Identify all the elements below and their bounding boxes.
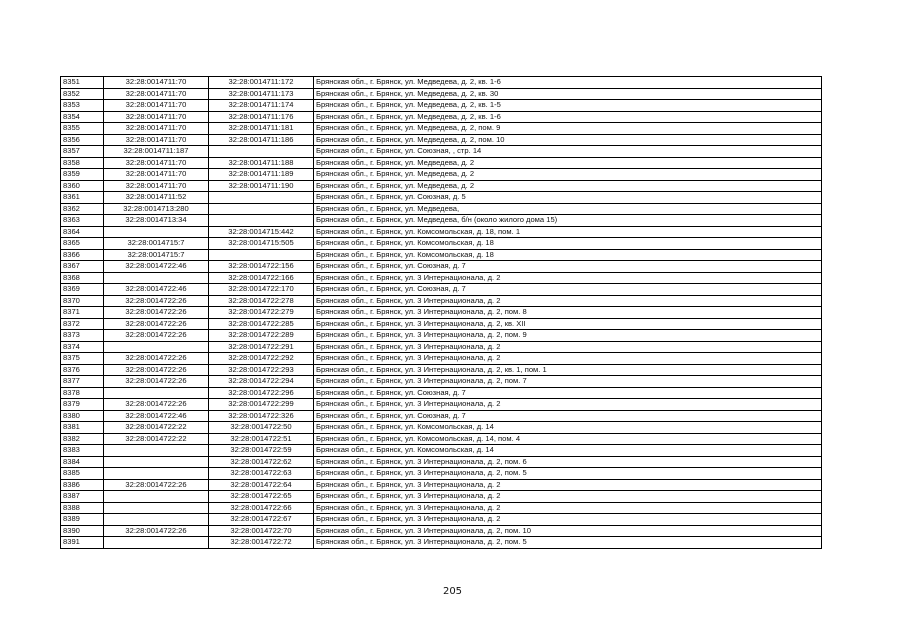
property-registry-table bbox=[60, 76, 822, 549]
address-cell: Брянская обл., г. Брянск, ул. 3 Интернационала, д. 2 bbox=[314, 341, 822, 353]
parent-cadastral-number-cell bbox=[104, 341, 209, 353]
address-cell: Брянская обл., г. Брянск, ул. 3 Интернационала, д. 2, пом. 10 bbox=[314, 525, 822, 537]
address-cell: Брянская обл., г. Брянск, ул. Комсомольская, д. 18 bbox=[314, 238, 822, 250]
table-row bbox=[61, 123, 822, 135]
table-row bbox=[61, 88, 822, 100]
parent-cadastral-number-cell: 32:28:0014722:26 bbox=[104, 399, 209, 411]
table-row bbox=[61, 502, 822, 514]
row-number-cell: 8391 bbox=[61, 537, 104, 549]
parent-cadastral-number-cell bbox=[104, 456, 209, 468]
row-number-cell: 8385 bbox=[61, 468, 104, 480]
address-cell: Брянская обл., г. Брянск, ул. 3 Интернационала, д. 2 bbox=[314, 491, 822, 503]
table-row bbox=[61, 514, 822, 526]
row-number-cell: 8358 bbox=[61, 157, 104, 169]
address-cell: Брянская обл., г. Брянск, ул. 3 Интернационала, д. 2, пом. 9 bbox=[314, 330, 822, 342]
parent-cadastral-number-cell: 32:28:0014711:70 bbox=[104, 100, 209, 112]
cadastral-number-cell: 32:28:0014722:66 bbox=[209, 502, 314, 514]
cadastral-number-cell bbox=[209, 203, 314, 215]
row-number-cell: 8387 bbox=[61, 491, 104, 503]
row-number-cell: 8371 bbox=[61, 307, 104, 319]
address-cell: Брянская обл., г. Брянск, ул. 3 Интернационала, д. 2, пом. 5 bbox=[314, 468, 822, 480]
parent-cadastral-number-cell: 32:28:0014722:22 bbox=[104, 422, 209, 434]
table-row bbox=[61, 261, 822, 273]
table-row bbox=[61, 364, 822, 376]
cadastral-number-cell: 32:28:0014722:278 bbox=[209, 295, 314, 307]
table-row bbox=[61, 445, 822, 457]
cadastral-number-cell: 32:28:0014711:172 bbox=[209, 77, 314, 89]
cadastral-number-cell bbox=[209, 192, 314, 204]
row-number-cell: 8355 bbox=[61, 123, 104, 135]
parent-cadastral-number-cell: 32:28:0014711:187 bbox=[104, 146, 209, 158]
cadastral-number-cell: 32:28:0014711:173 bbox=[209, 88, 314, 100]
table-row bbox=[61, 468, 822, 480]
parent-cadastral-number-cell: 32:28:0014711:70 bbox=[104, 123, 209, 135]
row-number-cell: 8369 bbox=[61, 284, 104, 296]
parent-cadastral-number-cell bbox=[104, 537, 209, 549]
parent-cadastral-number-cell bbox=[104, 514, 209, 526]
table-row bbox=[61, 479, 822, 491]
parent-cadastral-number-cell bbox=[104, 226, 209, 238]
parent-cadastral-number-cell bbox=[104, 272, 209, 284]
table-row bbox=[61, 353, 822, 365]
table-row bbox=[61, 77, 822, 89]
cadastral-number-cell: 32:28:0014722:63 bbox=[209, 468, 314, 480]
parent-cadastral-number-cell: 32:28:0014722:26 bbox=[104, 525, 209, 537]
table-row bbox=[61, 456, 822, 468]
row-number-cell: 8386 bbox=[61, 479, 104, 491]
table-row bbox=[61, 422, 822, 434]
address-cell: Брянская обл., г. Брянск, ул. Союзная, д. 7 bbox=[314, 261, 822, 273]
table-row bbox=[61, 318, 822, 330]
cadastral-number-cell: 32:28:0014722:170 bbox=[209, 284, 314, 296]
cadastral-number-cell: 32:28:0014722:65 bbox=[209, 491, 314, 503]
table-row bbox=[61, 295, 822, 307]
parent-cadastral-number-cell: 32:28:0014722:46 bbox=[104, 261, 209, 273]
row-number-cell: 8360 bbox=[61, 180, 104, 192]
cadastral-number-cell: 32:28:0014711:190 bbox=[209, 180, 314, 192]
row-number-cell: 8373 bbox=[61, 330, 104, 342]
table-row bbox=[61, 376, 822, 388]
address-cell: Брянская обл., г. Брянск, ул. Медведева, д. 2, кв. 30 bbox=[314, 88, 822, 100]
parent-cadastral-number-cell: 32:28:0014722:26 bbox=[104, 376, 209, 388]
table-row bbox=[61, 491, 822, 503]
row-number-cell: 8370 bbox=[61, 295, 104, 307]
parent-cadastral-number-cell: 32:28:0014713:280 bbox=[104, 203, 209, 215]
address-cell: Брянская обл., г. Брянск, ул. Комсомольская, д. 14, пом. 4 bbox=[314, 433, 822, 445]
cadastral-number-cell: 32:28:0014722:72 bbox=[209, 537, 314, 549]
address-cell: Брянская обл., г. Брянск, ул. Медведева, д. 2, кв. 1-6 bbox=[314, 77, 822, 89]
address-cell: Брянская обл., г. Брянск, ул. Союзная, д. 7 bbox=[314, 387, 822, 399]
table-row bbox=[61, 192, 822, 204]
parent-cadastral-number-cell: 32:28:0014711:70 bbox=[104, 180, 209, 192]
parent-cadastral-number-cell: 32:28:0014715:7 bbox=[104, 238, 209, 250]
address-cell: Брянская обл., г. Брянск, ул. 3 Интернационала, д. 2 bbox=[314, 502, 822, 514]
row-number-cell: 8365 bbox=[61, 238, 104, 250]
address-cell: Брянская обл., г. Брянск, ул. Медведева, д. 2 bbox=[314, 180, 822, 192]
table-row bbox=[61, 180, 822, 192]
cadastral-number-cell: 32:28:0014722:326 bbox=[209, 410, 314, 422]
address-cell: Брянская обл., г. Брянск, ул. Медведева, д. 2 bbox=[314, 169, 822, 181]
registry-table-body bbox=[61, 77, 822, 549]
row-number-cell: 8353 bbox=[61, 100, 104, 112]
cadastral-number-cell: 32:28:0014722:296 bbox=[209, 387, 314, 399]
parent-cadastral-number-cell: 32:28:0014722:26 bbox=[104, 353, 209, 365]
row-number-cell: 8375 bbox=[61, 353, 104, 365]
cadastral-number-cell: 32:28:0014722:64 bbox=[209, 479, 314, 491]
row-number-cell: 8390 bbox=[61, 525, 104, 537]
table-row bbox=[61, 330, 822, 342]
row-number-cell: 8374 bbox=[61, 341, 104, 353]
address-cell: Брянская обл., г. Брянск, ул. Союзная, , стр. 14 bbox=[314, 146, 822, 158]
address-cell: Брянская обл., г. Брянск, ул. Медведева, д. 2, пом. 9 bbox=[314, 123, 822, 135]
address-cell: Брянская обл., г. Брянск, ул. 3 Интернационала, д. 2, пом. 7 bbox=[314, 376, 822, 388]
address-cell: Брянская обл., г. Брянск, ул. 3 Интернационала, д. 2 bbox=[314, 272, 822, 284]
row-number-cell: 8357 bbox=[61, 146, 104, 158]
row-number-cell: 8378 bbox=[61, 387, 104, 399]
row-number-cell: 8364 bbox=[61, 226, 104, 238]
cadastral-number-cell: 32:28:0014722:292 bbox=[209, 353, 314, 365]
address-cell: Брянская обл., г. Брянск, ул. Медведева, д. 2, кв. 1-6 bbox=[314, 111, 822, 123]
parent-cadastral-number-cell: 32:28:0014722:26 bbox=[104, 330, 209, 342]
table-row bbox=[61, 284, 822, 296]
row-number-cell: 8381 bbox=[61, 422, 104, 434]
table-row bbox=[61, 226, 822, 238]
row-number-cell: 8377 bbox=[61, 376, 104, 388]
parent-cadastral-number-cell bbox=[104, 387, 209, 399]
address-cell: Брянская обл., г. Брянск, ул. 3 Интернационала, д. 2, кв. XII bbox=[314, 318, 822, 330]
cadastral-number-cell: 32:28:0014722:166 bbox=[209, 272, 314, 284]
cadastral-number-cell bbox=[209, 146, 314, 158]
table-row bbox=[61, 537, 822, 549]
table-row bbox=[61, 134, 822, 146]
address-cell: Брянская обл., г. Брянск, ул. Союзная, д. 7 bbox=[314, 410, 822, 422]
parent-cadastral-number-cell bbox=[104, 468, 209, 480]
cadastral-number-cell: 32:28:0014722:51 bbox=[209, 433, 314, 445]
table-row bbox=[61, 100, 822, 112]
parent-cadastral-number-cell: 32:28:0014722:26 bbox=[104, 307, 209, 319]
table-row bbox=[61, 157, 822, 169]
address-cell: Брянская обл., г. Брянск, ул. 3 Интернационала, д. 2 bbox=[314, 295, 822, 307]
row-number-cell: 8361 bbox=[61, 192, 104, 204]
parent-cadastral-number-cell: 32:28:0014711:52 bbox=[104, 192, 209, 204]
parent-cadastral-number-cell: 32:28:0014711:70 bbox=[104, 169, 209, 181]
table-row bbox=[61, 146, 822, 158]
table-row bbox=[61, 215, 822, 227]
parent-cadastral-number-cell bbox=[104, 502, 209, 514]
table-row bbox=[61, 525, 822, 537]
address-cell: Брянская обл., г. Брянск, ул. Медведева, д. 2, кв. 1-5 bbox=[314, 100, 822, 112]
address-cell: Брянская обл., г. Брянск, ул. 3 Интернационала, д. 2, пом. 6 bbox=[314, 456, 822, 468]
cadastral-number-cell: 32:28:0014722:293 bbox=[209, 364, 314, 376]
parent-cadastral-number-cell: 32:28:0014713:34 bbox=[104, 215, 209, 227]
address-cell: Брянская обл., г. Брянск, ул. 3 Интернационала, д. 2, кв. 1, пом. 1 bbox=[314, 364, 822, 376]
cadastral-number-cell: 32:28:0014722:279 bbox=[209, 307, 314, 319]
table-row bbox=[61, 387, 822, 399]
address-cell: Брянская обл., г. Брянск, ул. Медведева, bbox=[314, 203, 822, 215]
table-row bbox=[61, 111, 822, 123]
table-row bbox=[61, 433, 822, 445]
address-cell: Брянская обл., г. Брянск, ул. Комсомольская, д. 14 bbox=[314, 422, 822, 434]
row-number-cell: 8366 bbox=[61, 249, 104, 261]
parent-cadastral-number-cell: 32:28:0014722:26 bbox=[104, 364, 209, 376]
row-number-cell: 8389 bbox=[61, 514, 104, 526]
row-number-cell: 8367 bbox=[61, 261, 104, 273]
row-number-cell: 8356 bbox=[61, 134, 104, 146]
cadastral-number-cell bbox=[209, 249, 314, 261]
address-cell: Брянская обл., г. Брянск, ул. Союзная, д. 7 bbox=[314, 284, 822, 296]
address-cell: Брянская обл., г. Брянск, ул. 3 Интернационала, д. 2 bbox=[314, 514, 822, 526]
address-cell: Брянская обл., г. Брянск, ул. 3 Интернационала, д. 2 bbox=[314, 399, 822, 411]
address-cell: Брянская обл., г. Брянск, ул. Медведева, б/н (около жилого дома 15) bbox=[314, 215, 822, 227]
row-number-cell: 8372 bbox=[61, 318, 104, 330]
parent-cadastral-number-cell: 32:28:0014715:7 bbox=[104, 249, 209, 261]
table-row bbox=[61, 410, 822, 422]
parent-cadastral-number-cell: 32:28:0014722:26 bbox=[104, 318, 209, 330]
parent-cadastral-number-cell: 32:28:0014722:46 bbox=[104, 284, 209, 296]
table-row bbox=[61, 203, 822, 215]
address-cell: Брянская обл., г. Брянск, ул. 3 Интернационала, д. 2, пом. 5 bbox=[314, 537, 822, 549]
row-number-cell: 8359 bbox=[61, 169, 104, 181]
parent-cadastral-number-cell: 32:28:0014722:26 bbox=[104, 295, 209, 307]
page-number: 205 bbox=[442, 586, 463, 597]
cadastral-number-cell: 32:28:0014722:67 bbox=[209, 514, 314, 526]
row-number-cell: 8384 bbox=[61, 456, 104, 468]
parent-cadastral-number-cell: 32:28:0014711:70 bbox=[104, 134, 209, 146]
address-cell: Брянская обл., г. Брянск, ул. 3 Интернационала, д. 2, пом. 8 bbox=[314, 307, 822, 319]
cadastral-number-cell: 32:28:0014711:189 bbox=[209, 169, 314, 181]
table-row bbox=[61, 399, 822, 411]
cadastral-number-cell: 32:28:0014722:50 bbox=[209, 422, 314, 434]
row-number-cell: 8376 bbox=[61, 364, 104, 376]
cadastral-number-cell: 32:28:0014711:181 bbox=[209, 123, 314, 135]
address-cell: Брянская обл., г. Брянск, ул. Медведева, д. 2, пом. 10 bbox=[314, 134, 822, 146]
cadastral-number-cell: 32:28:0014715:442 bbox=[209, 226, 314, 238]
cadastral-number-cell: 32:28:0014711:186 bbox=[209, 134, 314, 146]
table-row bbox=[61, 249, 822, 261]
cadastral-number-cell: 32:28:0014711:188 bbox=[209, 157, 314, 169]
row-number-cell: 8383 bbox=[61, 445, 104, 457]
row-number-cell: 8380 bbox=[61, 410, 104, 422]
cadastral-number-cell: 32:28:0014722:156 bbox=[209, 261, 314, 273]
cadastral-number-cell: 32:28:0014722:294 bbox=[209, 376, 314, 388]
table-row bbox=[61, 169, 822, 181]
table-row bbox=[61, 272, 822, 284]
address-cell: Брянская обл., г. Брянск, ул. Союзная, д. 5 bbox=[314, 192, 822, 204]
cadastral-number-cell: 32:28:0014722:62 bbox=[209, 456, 314, 468]
row-number-cell: 8352 bbox=[61, 88, 104, 100]
cadastral-number-cell: 32:28:0014722:70 bbox=[209, 525, 314, 537]
cadastral-number-cell: 32:28:0014715:505 bbox=[209, 238, 314, 250]
cadastral-number-cell bbox=[209, 215, 314, 227]
address-cell: Брянская обл., г. Брянск, ул. 3 Интернационала, д. 2 bbox=[314, 353, 822, 365]
address-cell: Брянская обл., г. Брянск, ул. 3 Интернационала, д. 2 bbox=[314, 479, 822, 491]
cadastral-number-cell: 32:28:0014711:174 bbox=[209, 100, 314, 112]
parent-cadastral-number-cell: 32:28:0014722:46 bbox=[104, 410, 209, 422]
row-number-cell: 8354 bbox=[61, 111, 104, 123]
address-cell: Брянская обл., г. Брянск, ул. Комсомольская, д. 14 bbox=[314, 445, 822, 457]
cadastral-number-cell: 32:28:0014711:176 bbox=[209, 111, 314, 123]
parent-cadastral-number-cell bbox=[104, 445, 209, 457]
parent-cadastral-number-cell: 32:28:0014722:22 bbox=[104, 433, 209, 445]
row-number-cell: 8368 bbox=[61, 272, 104, 284]
row-number-cell: 8388 bbox=[61, 502, 104, 514]
cadastral-number-cell: 32:28:0014722:285 bbox=[209, 318, 314, 330]
parent-cadastral-number-cell: 32:28:0014711:70 bbox=[104, 88, 209, 100]
table-row bbox=[61, 307, 822, 319]
row-number-cell: 8351 bbox=[61, 77, 104, 89]
address-cell: Брянская обл., г. Брянск, ул. Комсомольская, д. 18 bbox=[314, 249, 822, 261]
cadastral-number-cell: 32:28:0014722:299 bbox=[209, 399, 314, 411]
table-row bbox=[61, 341, 822, 353]
cadastral-number-cell: 32:28:0014722:59 bbox=[209, 445, 314, 457]
cadastral-number-cell: 32:28:0014722:291 bbox=[209, 341, 314, 353]
table-row bbox=[61, 238, 822, 250]
row-number-cell: 8362 bbox=[61, 203, 104, 215]
row-number-cell: 8379 bbox=[61, 399, 104, 411]
parent-cadastral-number-cell: 32:28:0014722:26 bbox=[104, 479, 209, 491]
parent-cadastral-number-cell bbox=[104, 491, 209, 503]
address-cell: Брянская обл., г. Брянск, ул. Комсомольская, д. 18, пом. 1 bbox=[314, 226, 822, 238]
row-number-cell: 8363 bbox=[61, 215, 104, 227]
row-number-cell: 8382 bbox=[61, 433, 104, 445]
address-cell: Брянская обл., г. Брянск, ул. Медведева, д. 2 bbox=[314, 157, 822, 169]
parent-cadastral-number-cell: 32:28:0014711:70 bbox=[104, 111, 209, 123]
parent-cadastral-number-cell: 32:28:0014711:70 bbox=[104, 157, 209, 169]
parent-cadastral-number-cell: 32:28:0014711:70 bbox=[104, 77, 209, 89]
cadastral-number-cell: 32:28:0014722:289 bbox=[209, 330, 314, 342]
